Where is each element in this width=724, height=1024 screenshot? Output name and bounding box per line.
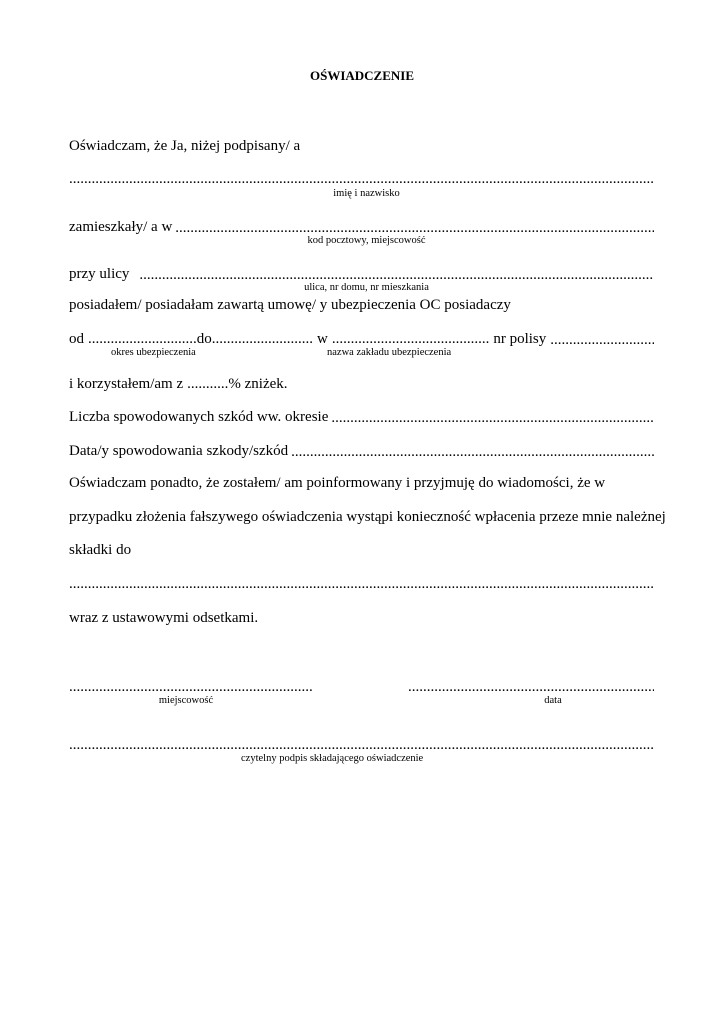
insurer-hint: nazwa zakładu ubezpieczenia [327, 347, 452, 358]
street-field[interactable] [139, 267, 654, 283]
place-hint: miejscowość [158, 695, 214, 706]
street-label: przy ulicy [69, 266, 130, 282]
period-hint: okres ubezpieczenia [111, 347, 196, 358]
street-row [69, 265, 654, 283]
discount-field[interactable]: ........... [187, 376, 229, 392]
claims-count-row [69, 408, 654, 426]
claims-date-row [69, 442, 654, 460]
declaration-line-2: przypadku złożenia fałszywego oświadczenia wystąpi konieczność wpłacenia przeze mnie należnej [69, 509, 666, 525]
insurer-field[interactable]: .......................................... [331, 331, 490, 347]
claims-date-field[interactable] [291, 444, 654, 460]
discount-prefix: i korzystałem/am z [69, 376, 184, 392]
to-label: do [196, 331, 212, 347]
name-hint: imię i nazwisko [333, 188, 400, 199]
period-row [69, 330, 654, 348]
premium-field[interactable] [69, 576, 654, 592]
interest-text: wraz z ustawowymi odsetkami. [69, 610, 259, 626]
place-field[interactable] [69, 679, 313, 695]
declaration-line-3: składki do [69, 542, 132, 558]
street-hint: ulica, nr domu, nr mieszkania [304, 282, 429, 293]
discount-suffix: % zniżek. [228, 376, 288, 392]
signature-field[interactable] [69, 737, 654, 753]
intro-text: Oświadczam, że Ja, niżej podpisany/ a [69, 138, 301, 154]
claims-count-label: Liczba spowodowanych szkód ww. okresie [69, 409, 329, 425]
city-hint: kod pocztowy, miejscowość [307, 235, 426, 246]
discount-row [69, 375, 654, 393]
insurer-at-label: w [317, 331, 328, 347]
document-title: OŚWIADCZENIE [309, 68, 415, 83]
date-field[interactable] [408, 679, 654, 695]
policy-label: nr polisy [493, 331, 547, 347]
to-field[interactable]: ........................... [211, 331, 313, 347]
residence-field[interactable] [175, 220, 654, 236]
policy-field[interactable] [550, 332, 654, 348]
from-field[interactable]: ............................. [88, 331, 197, 347]
claims-date-label: Data/y spowodowania szkody/szkód [69, 443, 289, 459]
from-label: od [69, 331, 84, 347]
name-field[interactable] [69, 171, 654, 187]
contract-text: posiadałem/ posiadałam zawartą umowę/ y ubezpieczenia OC posiadaczy [69, 297, 511, 313]
residence-label: zamieszkały/ a w [69, 219, 173, 235]
signature-hint: czytelny podpis składającego oświadczenie [241, 753, 424, 764]
claims-count-field[interactable] [331, 410, 654, 426]
residence-row [69, 218, 654, 236]
declaration-line-1: Oświadczam ponadto, że zostałem/ am poinformowany i przyjmuję do wiadomości, że w [69, 475, 606, 491]
date-hint: data [544, 695, 562, 706]
